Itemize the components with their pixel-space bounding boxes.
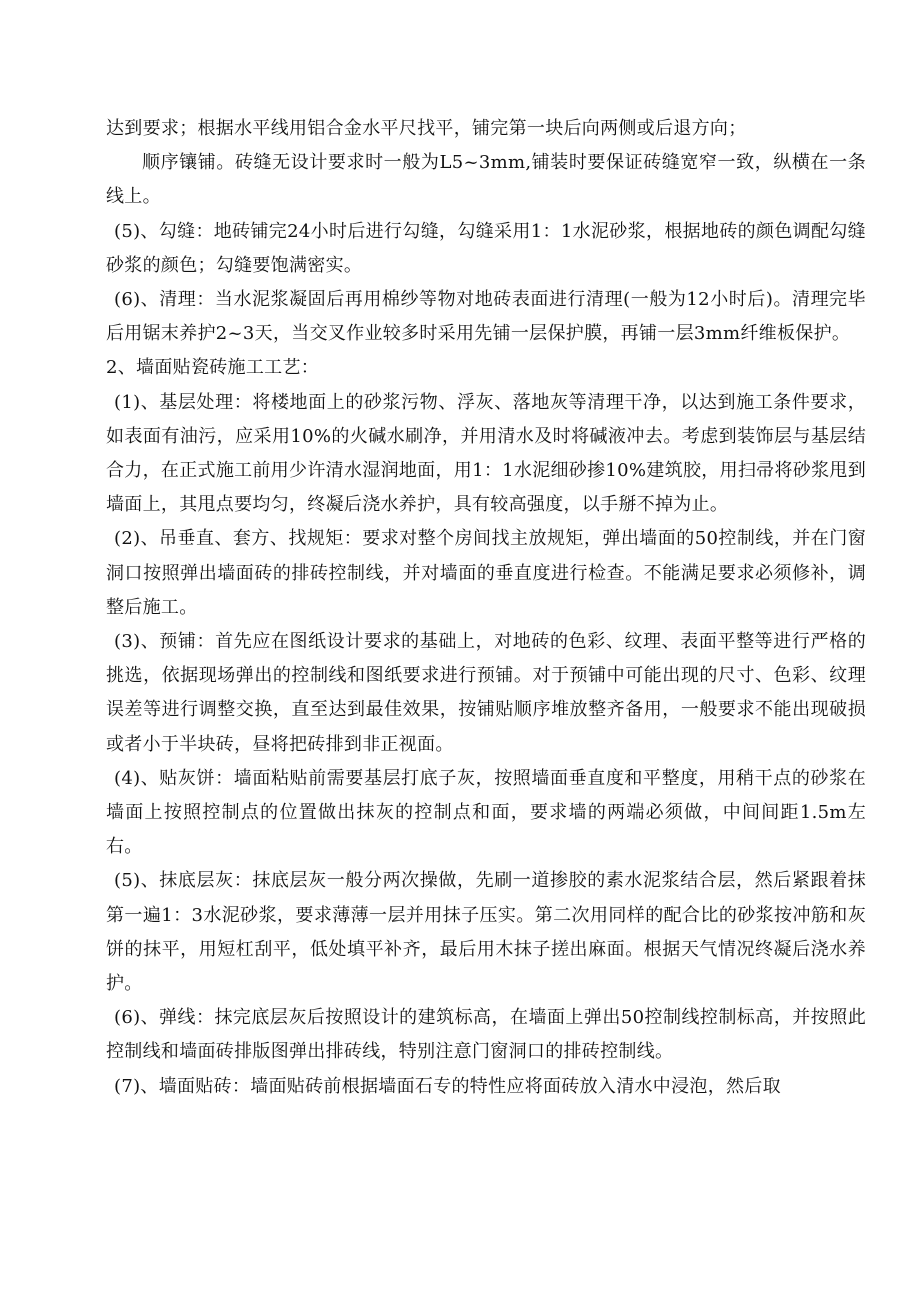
- section-heading-wall-tiling: 2、墙面贴瓷砖施工工艺：: [106, 357, 320, 379]
- paragraph-pointing: (5)、勾缝：地砖铺完24小时后进行勾缝，勾缝采用1：1水泥砂浆，根据地砖的颜色调配勾缝砂浆的颜色；勾缝要饱满密实。: [106, 220, 866, 276]
- document-body: [106, 112, 866, 1104]
- paragraph-base-treatment: (1)、基层处理：将楼地面上的砂浆污物、浮灰、落地灰等清理干净，以达到施工条件要求，如表面有油污，应采用10%的火碱水刷净，并用清水及时将碱液冲去。考虑到装饰层与基层结合力，在正式施工前用少许清水湿润地面，用1：1水泥细砂掺10%建筑胶，用扫帚将砂浆甩到墙面上，其甩点要均匀，终凝后浇水养护，具有较高强度，以手掰不掉为止。: [106, 391, 866, 516]
- paragraph-base-coat: (5)、抹底层灰：抹底层灰一般分两次操做，先刷一道掺胶的素水泥浆结合层，然后紧跟着抹第一遍1：3水泥砂浆，要求薄薄一层并用抹子压实。第二次用同样的配合比的砂浆按冲筋和灰饼的抹平，用短杠刮平，低处填平补齐，最后用木抹子搓出麻面。根据天气情况终凝后浇水养护。: [106, 870, 866, 995]
- paragraph-plaster-dots: (4)、贴灰饼：墙面粘贴前需要基层打底子灰，按照墙面垂直度和平整度，用稍干点的砂浆在墙面上按照控制点的位置做出抹灰的控制点和面，要求墙的两端必须做，中间间距1.5m左右。: [106, 767, 866, 858]
- paragraph-tile-order: 顺序镶铺。砖缝无设计要求时一般为L5~3mm,铺装时要保证砖缝宽窄一致，纵横在一条线上。: [106, 152, 866, 208]
- paragraph-continuation: 达到要求；根据水平线用铝合金水平尺找平，铺完第一块后向两侧或后退方向；: [106, 118, 747, 139]
- paragraph-plumb-square: (2)、吊垂直、套方、找规矩：要求对整个房间找主放规矩，弹出墙面的50控制线，并在门窗洞口按照弹出墙面砖的排砖控制线，并对墙面的垂直度进行检查。不能满足要求必须修补，调整后施工。: [106, 528, 866, 618]
- paragraph-wall-tiling: (7)、墙面贴砖：墙面贴砖前根据墙面石专的特性应将面砖放入清水中浸泡，然后取: [114, 1075, 781, 1097]
- paragraph-cleaning: (6)、清理：当水泥浆凝固后再用棉纱等物对地砖表面进行清理(一般为12小时后)。清理完毕后用锯末养护2~3天，当交叉作业较多时采用先铺一层保护膜，再铺一层3mm纤维板保护。: [106, 289, 866, 345]
- paragraph-line-snapping: (6)、弹线：抹完底层灰后按照设计的建筑标高，在墙面上弹出50控制线控制标高，并按照此控制线和墙面砖排版图弹出排砖线，特别注意门窗洞口的排砖控制线。: [106, 1007, 866, 1063]
- paragraph-pre-laying: (3)、预铺：首先应在图纸设计要求的基础上，对地砖的色彩、纹理、表面平整等进行严格的挑选，依据现场弹出的控制线和图纸要求进行预铺。对于预铺中可能出现的尺寸、色彩、纹理误差等进行调整交换，直至达到最佳效果，按铺贴顺序堆放整齐备用，一般要求不能出现破损或者小于半块砖，昼将把砖排到非正视面。: [106, 631, 866, 755]
